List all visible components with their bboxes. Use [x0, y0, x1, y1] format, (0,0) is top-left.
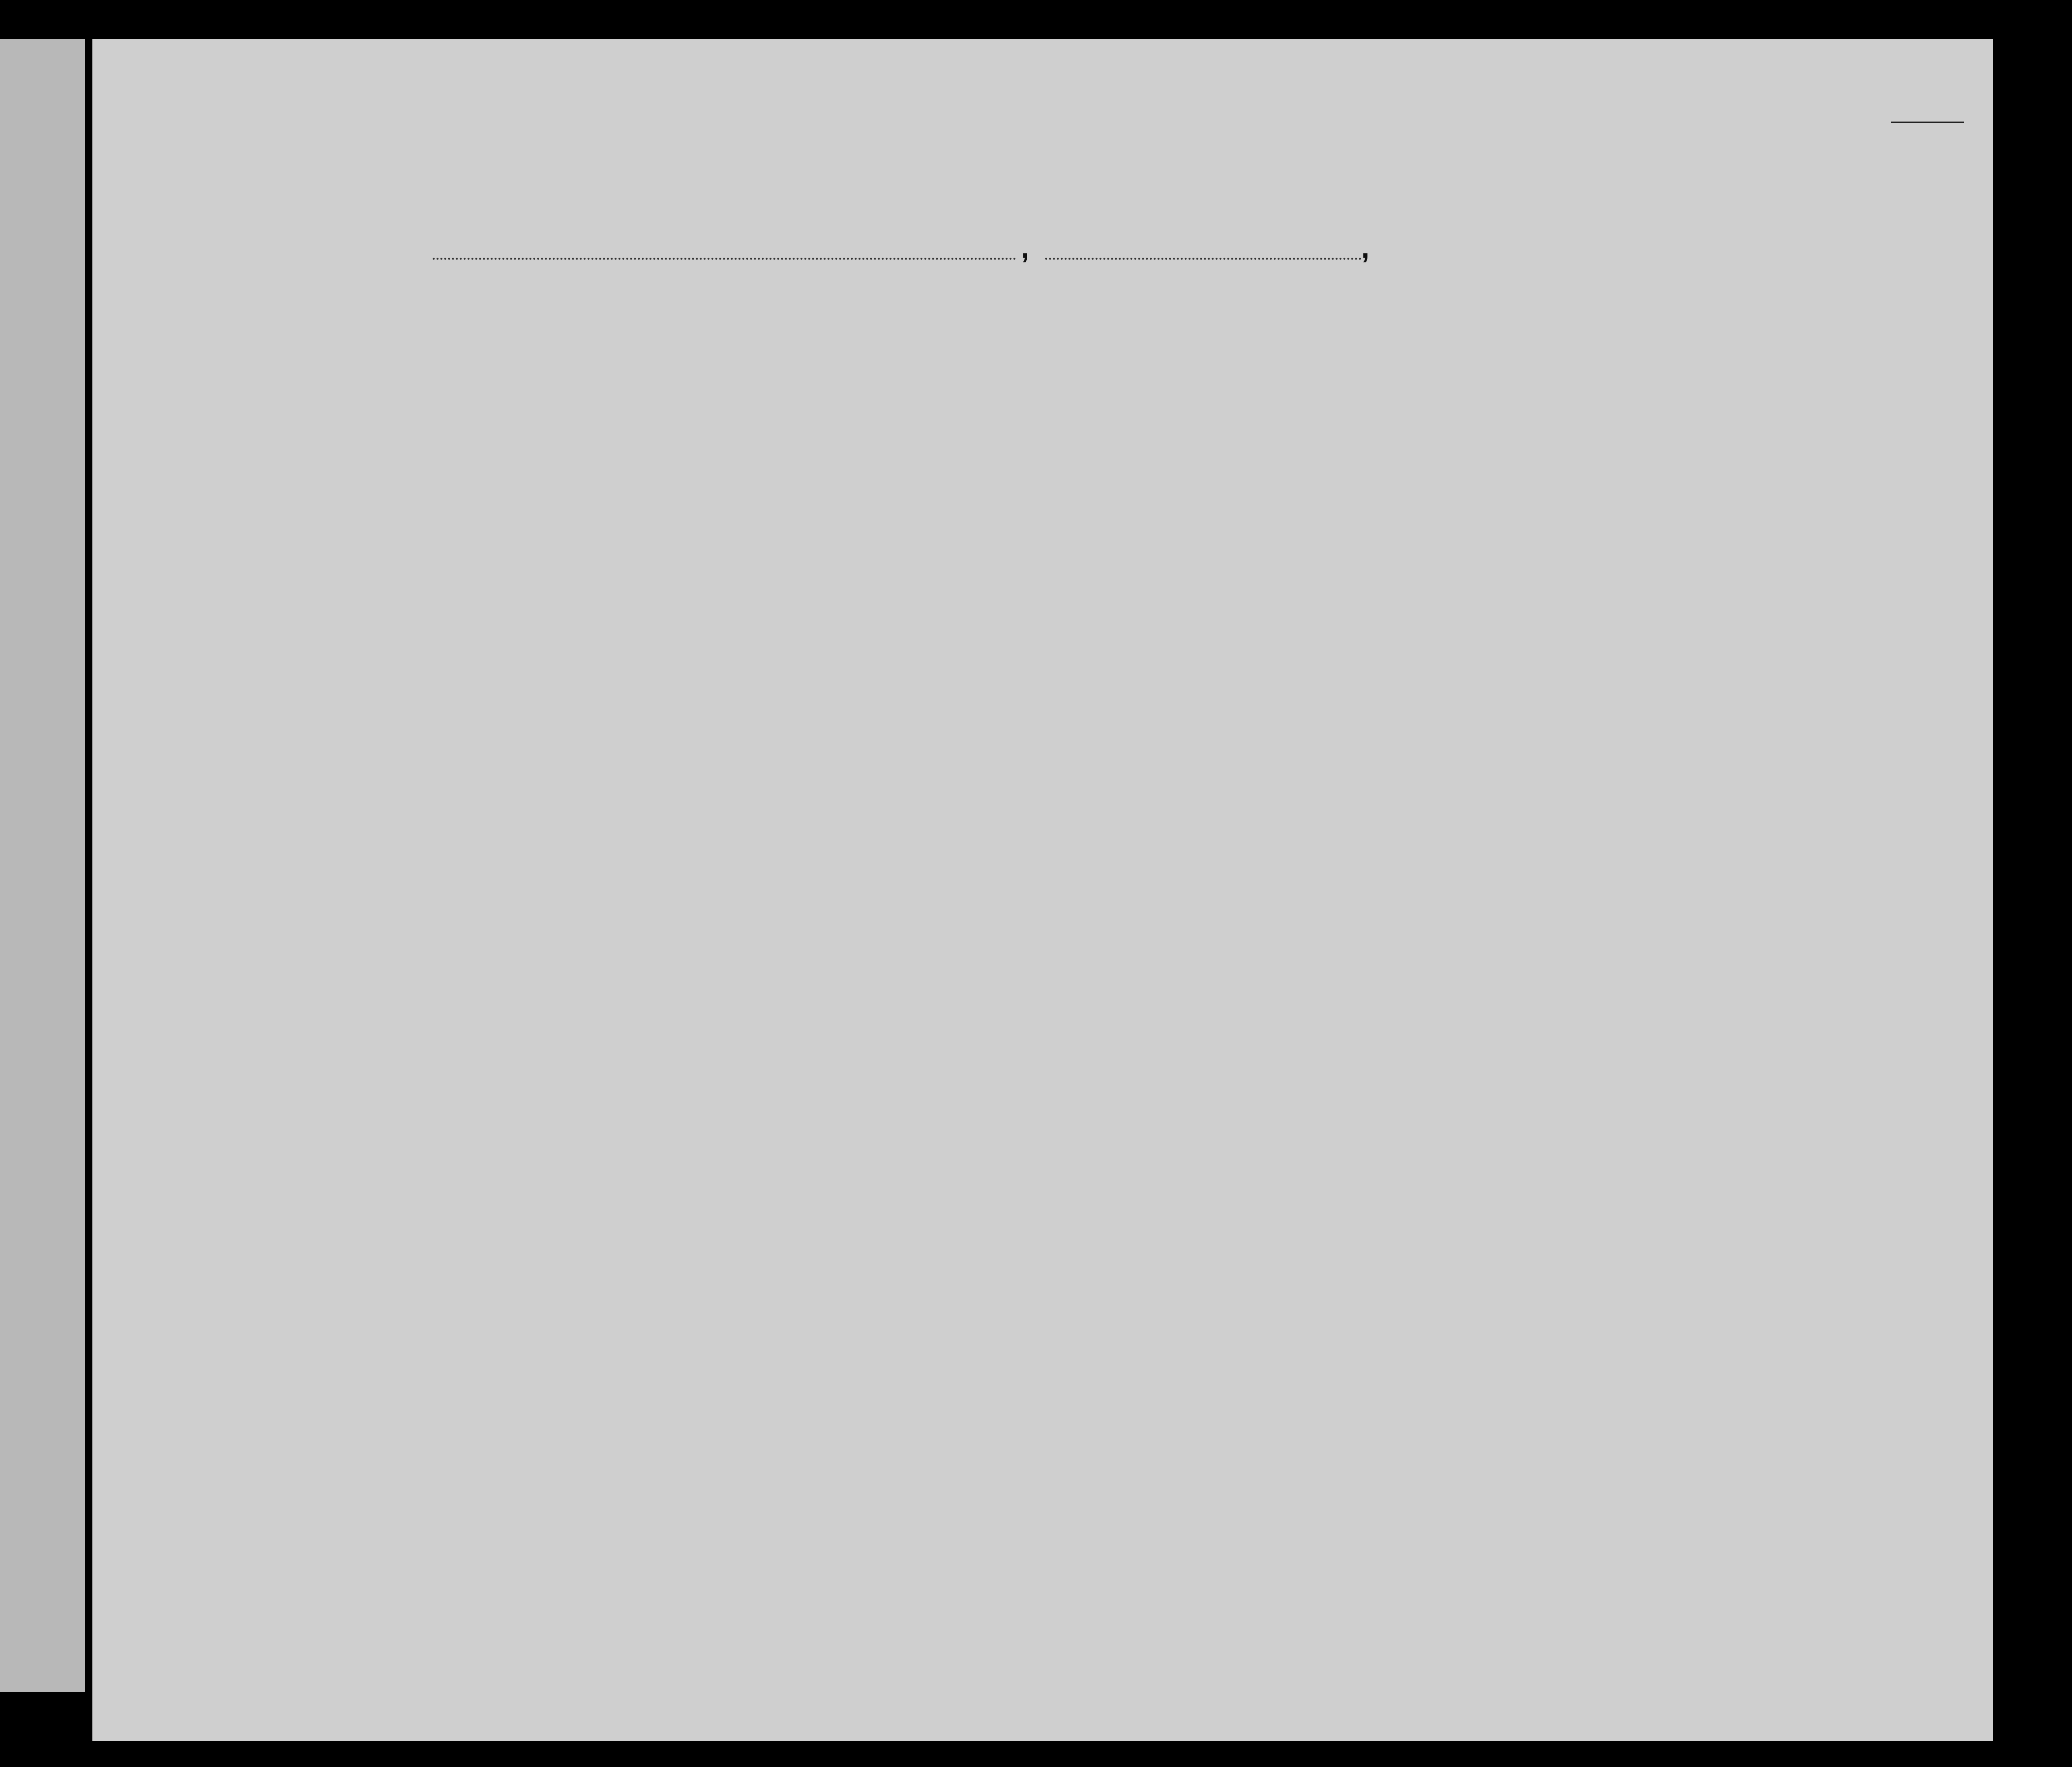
comma: ,	[1021, 231, 1029, 264]
port-dotline	[433, 258, 1016, 260]
date-dotline	[1045, 258, 1361, 260]
manifest-grid	[253, 280, 2072, 1636]
list-line	[1891, 122, 1964, 123]
left-edge-strip	[0, 39, 85, 1692]
comma: ,	[1361, 231, 1370, 264]
manifest-page	[92, 39, 1993, 1741]
